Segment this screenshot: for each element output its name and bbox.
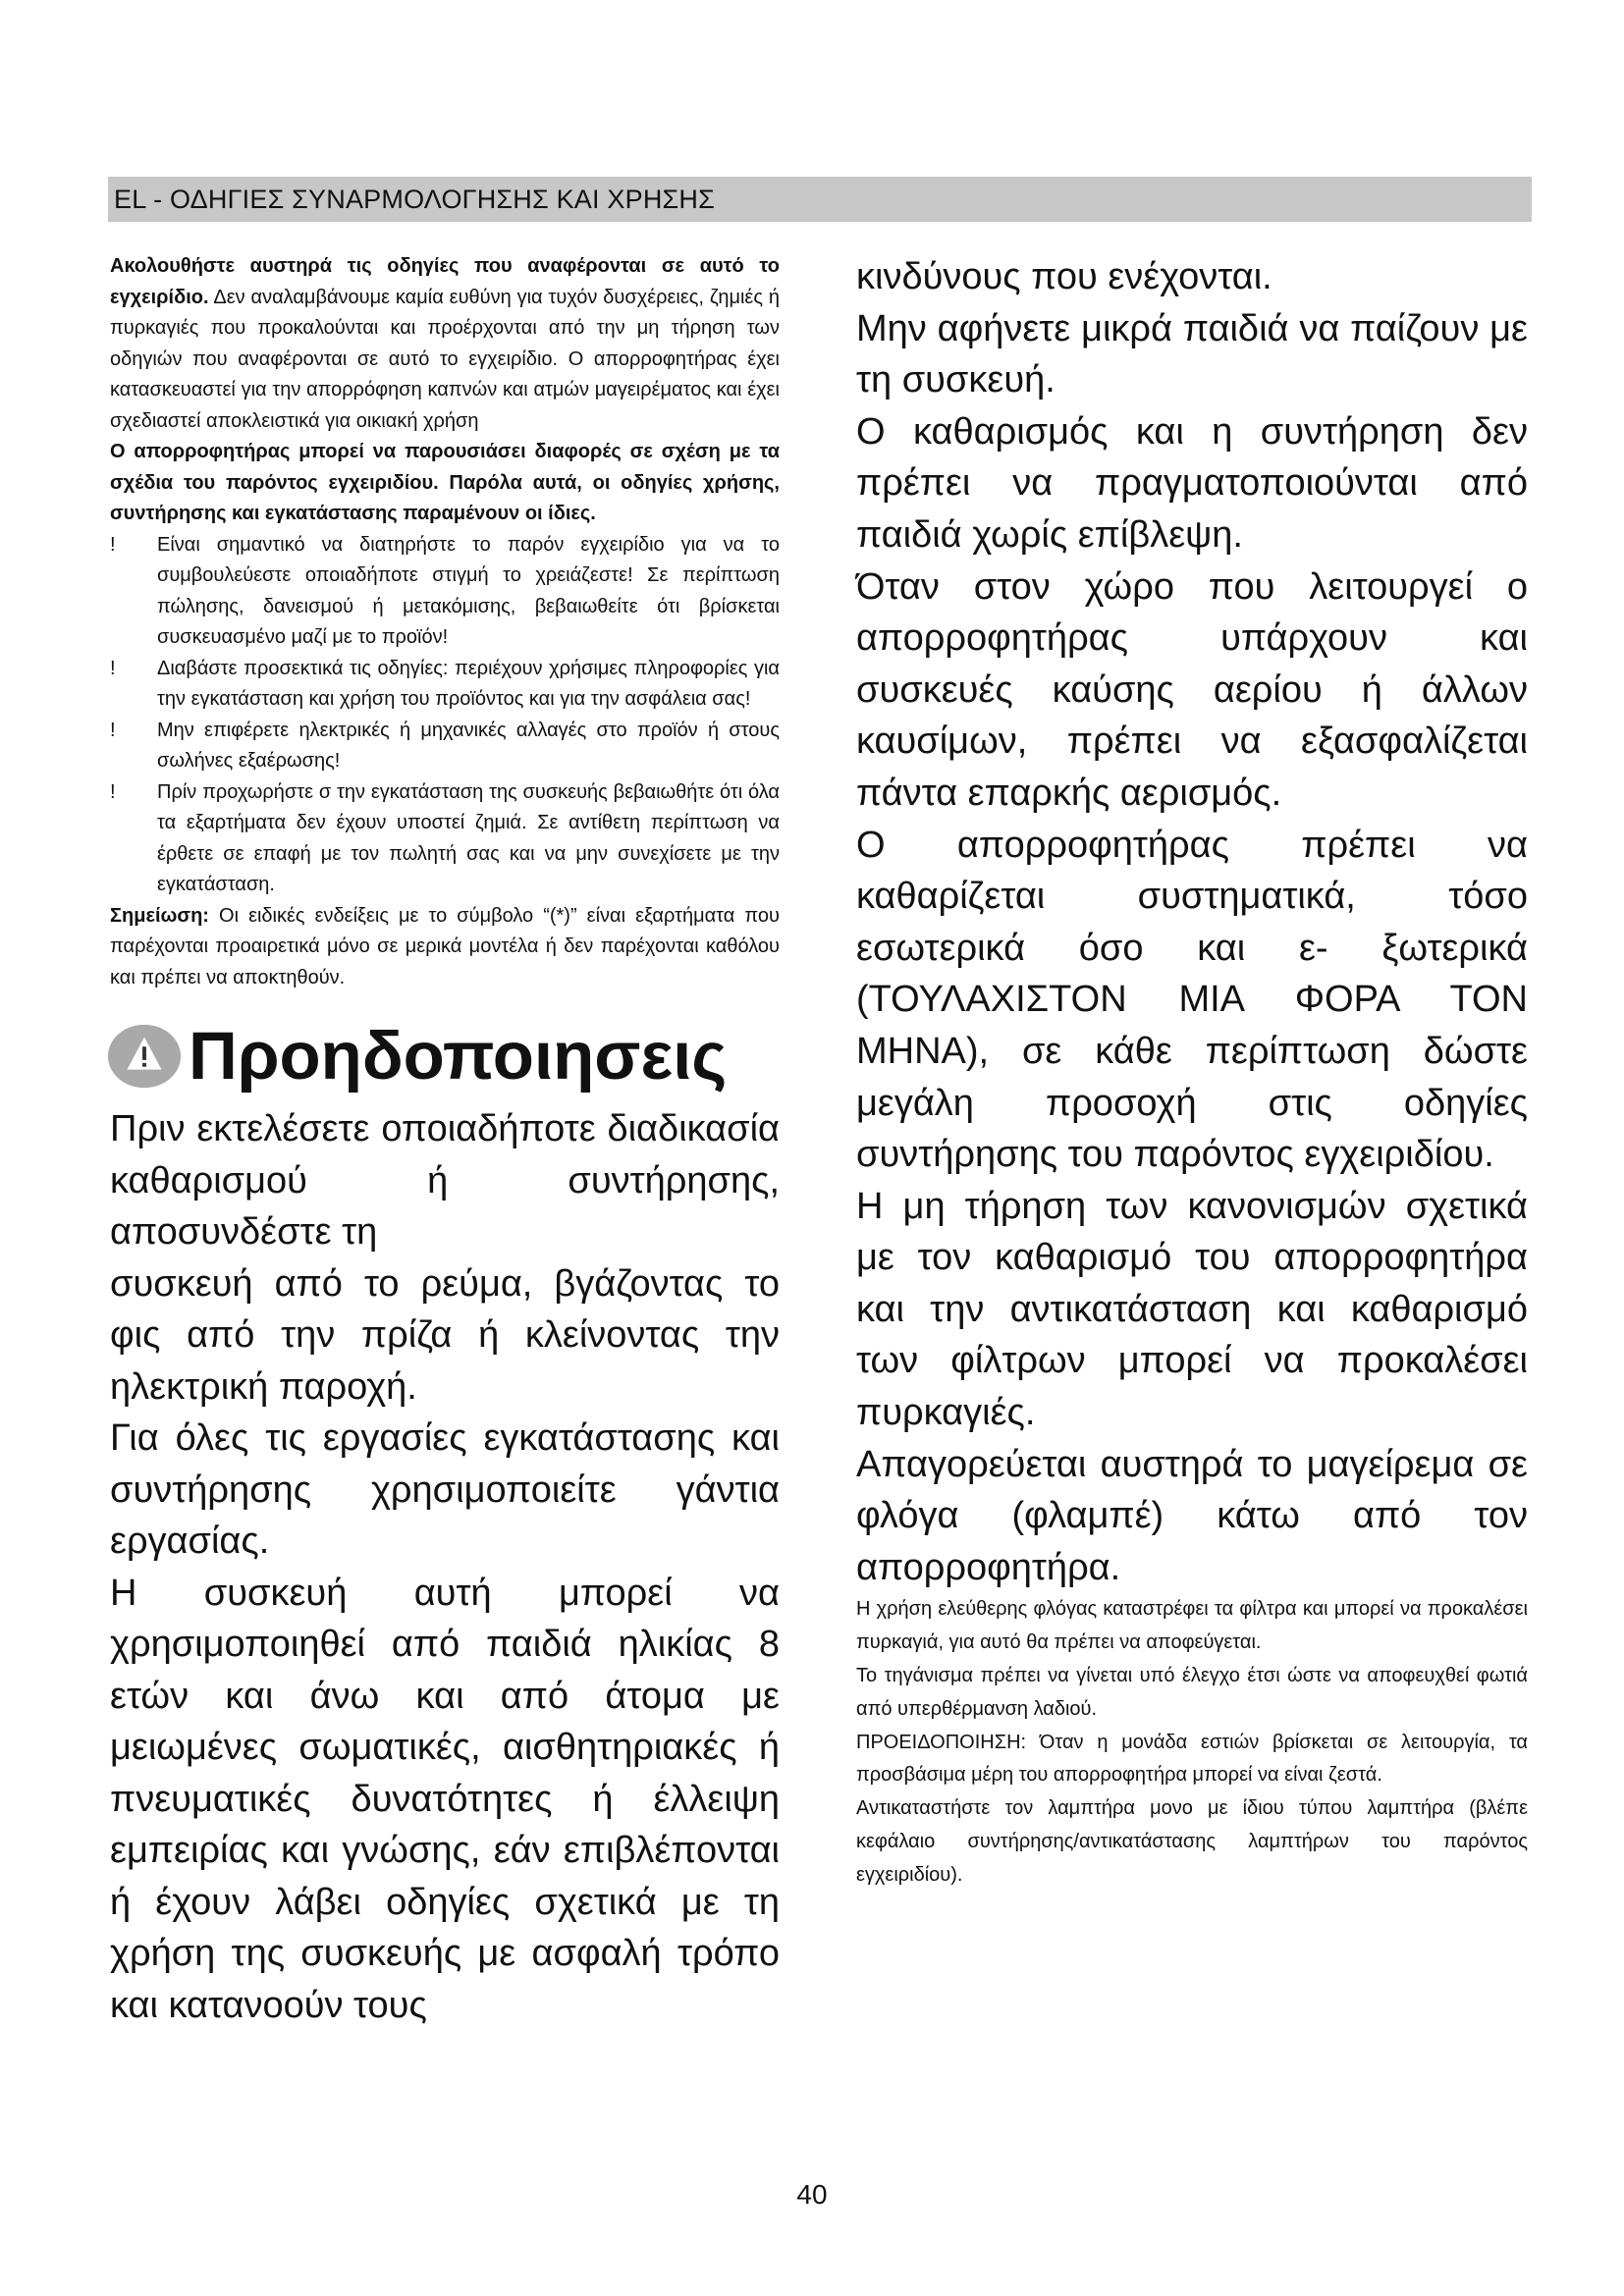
- intro-paragraph: [110, 251, 780, 437]
- exclamation-icon: !: [110, 533, 116, 556]
- bullet-item: [110, 777, 780, 901]
- warnings-heading: Προηδοποιησεις: [189, 1018, 728, 1094]
- warning-paragraph: Ο απορροφητήρας πρέπει να καθαρίζεται συστηματικά, τόσο εσωτερικά όσο και ε- ξωτερικά (ΤΟΥΛΑΧΙΣΤΟΝ ΜΙΑ ΦΟΡΑ ΤΟΝ ΜΗΝΑ), σε κάθε περίπτωση δώστε μεγάλη προσοχή στις οδηγίες συντήρησης του παρόντος εγχειριδίου.: [856, 824, 1528, 1176]
- warning-triangle-icon: [106, 1018, 183, 1095]
- right-column: [856, 251, 1528, 1893]
- intro-bold-paragraph: Ο απορροφητήρας μπορεί να παρουσιάσει διαφορές σε σχέση με τα σχέδια του παρόντος εγχειριδίου. Παρόλα αυτά, οι οδηγίες χρήσης, συντήρησης και εγκατάστασης παραμένουν οι ίδιες.: [110, 441, 780, 524]
- page-number: 40: [796, 2179, 828, 2210]
- bullet-item: [110, 716, 780, 777]
- section-title: EL - ΟΔΗΓΙΕΣ ΣΥΝΑΡΜΟΛΟΓΗΣΗΣ ΚΑΙ ΧΡΗΣΗΣ: [114, 184, 716, 214]
- intro-bold-lead: Ακολουθήστε αυστηρά τις οδηγίες που αναφέρονται σε αυτό το εγχειρίδιο.: [110, 255, 780, 308]
- warning-paragraph: κινδύνους που ενέχονται.: [856, 256, 1272, 297]
- section-header-bar: [108, 177, 1532, 222]
- warning-paragraph: Όταν στον χώρο που λειτουργεί ο απορροφητήρας υπάρχουν και συσκευές καύσης αερίου ή άλλων καυσίμων, πρέπει να εξασφαλίζεται πάντα επαρκής αερισμός.: [856, 565, 1528, 814]
- bullet-text: Είναι σημαντικό να διατηρήστε το παρόν εγχειρίδιο για να το συμβουλεύεστε οποιαδήποτε στιγμή το χρειάζεστε! Σε περίπτωση πώλησης, δανεισμού ή μετακόμισης, βεβαιωθείτε ότι βρίσκεται συσκευασμένο μαζί με το προϊόν!: [157, 533, 780, 648]
- bullet-item: [110, 654, 780, 716]
- warning-paragraph: Ο καθαρισμός και η συντήρηση δεν πρέπει να πραγματοποιούνται από παιδιά χωρίς επίβλεψη.: [856, 410, 1528, 556]
- bullet-item: [110, 530, 780, 654]
- intro-text: Δεν αναλαμβάνουμε καμία ευθύνη για τυχόν δυσχέρειες, ζημιές ή πυρκαγιές που προκαλούνται και προέρχονται από την μη τήρηση των οδηγιών που αναφέρονται σε αυτό το εγχειρίδιο. Ο απορροφητήρας έχει κατασκευαστεί για την απορρόφηση καπνών και ατμών μαγειρέματος και έχει σχεδιαστεί αποκλειστικά για οικιακή χρήση: [110, 286, 780, 432]
- bullet-text: Πρίν προχωρήστε σ την εγκατάσταση της συσκευής βεβαιωθήτε ότι όλα τα εξαρτήματα δεν έχουν υποστεί ζημιά. Σε αντίθετη περίπτωση να έρθετε σε επαφή με τον πωλητή σας και να μην συνεχίσετε με την εγκατάσταση.: [157, 780, 780, 895]
- warning-paragraph: Η μη τήρηση των κανονισμών σχετικά με τον καθαρισμό του απορροφητήρα και την αντικατάσταση και καθαρισμό των φίλτρων μπορεί να προκαλέσει πυρκαγιές.: [856, 1185, 1528, 1434]
- warning-small-paragraph: ΠΡΟΕΙΔΟΠΟΙΗΣΗ: Όταν η μονάδα εστιών βρίσκεται σε λειτουργία, τα προσβάσιμα μέρη του απορροφητήρα μπορεί να είναι ζεστά.: [856, 1731, 1528, 1787]
- warning-paragraph: Η συσκευή αυτή μπορεί να χρησιμοποιηθεί από παιδιά ηλικίας 8 ετών και άνω και από άτομα με μειωμένες σωματικές, αισθητηριακές ή πνευματικές δυνατότητες ή έλλειψη εμπειρίας και γνώσης, εάν επιβλέπονται ή έχουν λάβει οδηγίες σχετικά με τη χρήση της συσκευής με ασφαλή τρόπο και κατανοούν τους: [110, 1572, 780, 2026]
- bullet-text: Μην επιφέρετε ηλεκτρικές ή μηχανικές αλλαγές στο προϊόν ή στους σωλήνες εξαέρωσης!: [157, 719, 780, 772]
- warnings-title: [110, 1015, 780, 1097]
- exclamation-icon: !: [110, 780, 116, 803]
- warning-paragraph: συσκευή από το ρεύμα, βγάζοντας το φις από την πρίζα ή κλείνοντας την ηλεκτρική παροχή.: [110, 1262, 780, 1408]
- exclamation-icon: !: [110, 719, 116, 741]
- note-label: Σημείωση:: [110, 904, 209, 927]
- note-paragraph: [110, 901, 780, 994]
- bullet-text: Διαβάστε προσεκτικά τις οδηγίες: περιέχουν χρήσιμες πληροφορίες για την εγκατάσταση και χρήση του προϊόντος και για την ασφάλεια σας!: [157, 657, 780, 710]
- warning-paragraph: Απαγορεύεται αυστηρά το μαγείρεμα σε φλόγα (φλαμπέ) κάτω από τον απορροφητήρα.: [856, 1443, 1528, 1588]
- warning-paragraph: Μην αφήνετε μικρά παιδιά να παίζουν με τη συσκευή.: [856, 307, 1528, 401]
- left-column: [110, 251, 780, 2031]
- exclamation-icon: !: [110, 657, 116, 679]
- warning-small-paragraph: Η χρήση ελεύθερης φλόγας καταστρέφει τα φίλτρα και μπορεί να προκαλέσει πυρκαγιά, για αυτό θα πρέπει να αποφεύγεται.: [856, 1598, 1528, 1654]
- warning-paragraph: Για όλες τις εργασίες εγκατάστασης και συντήρησης χρησιμοποιείτε γάντια εργασίας.: [110, 1417, 780, 1562]
- warning-paragraph: Πριν εκτελέσετε οποιαδήποτε διαδικασία καθαρισμού ή συντήρησης, αποσυνδέστε τη: [110, 1108, 780, 1253]
- note-text: Οι ειδικές ενδείξεις με το σύμβολο “(*)” είναι εξαρτήματα που παρέχονται προαιρετικά μόνο σε μερικά μοντέλα ή δεν παρέχονται καθόλου και πρέπει να αποκτηθούν.: [110, 904, 780, 988]
- warning-small-paragraph: Αντικαταστήστε τον λαμπτήρα μονο με ίδιου τύπου λαμπτήρα (βλέπε κεφάλαιο συντήρησης/αντικατάστασης λαμπτήρων του παρόντος εγχειριδίου).: [856, 1797, 1528, 1886]
- warning-small-paragraph: Το τηγάνισμα πρέπει να γίνεται υπό έλεγχο έτσι ώστε να αποφευχθεί φωτιά από υπερθέρμανση λαδιού.: [856, 1665, 1528, 1720]
